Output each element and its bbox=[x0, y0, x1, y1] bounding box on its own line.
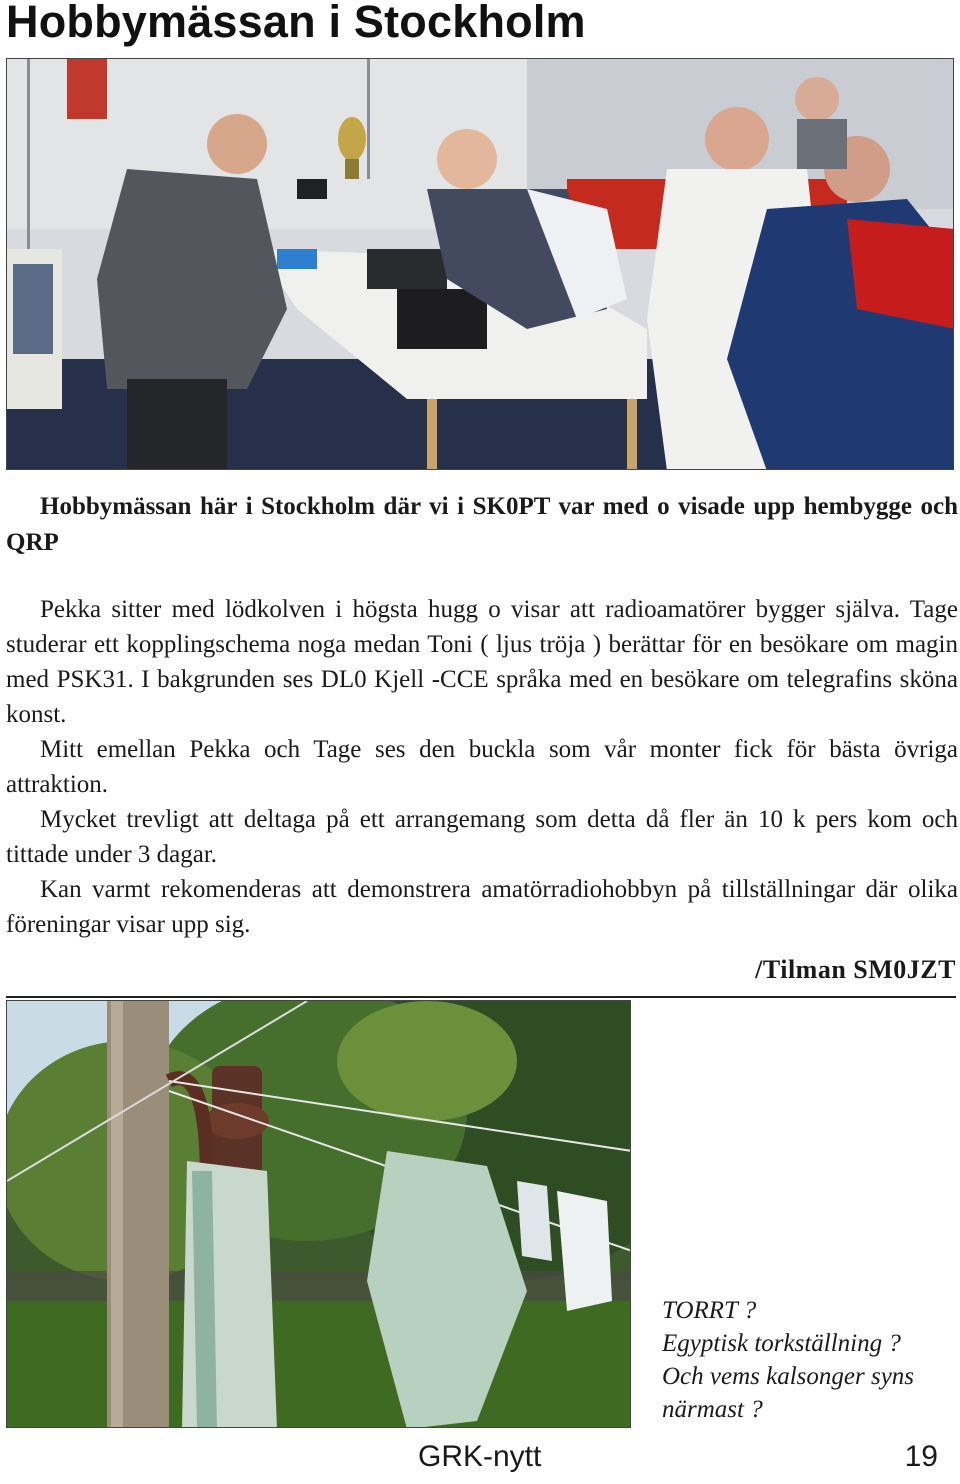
caption-line: närmast ? bbox=[662, 1396, 763, 1423]
author-signature: /Tilman SM0JZT bbox=[755, 955, 956, 984]
paragraph: Kan varmt rekomenderas att demonstrera amatörradiohobbyn på tillställningar där olika föreningar visar upp sig. bbox=[6, 876, 958, 938]
paragraph: Mitt emellan Pekka och Tage ses den buckla som vår monter fick för bästa övriga attraktion. bbox=[6, 736, 958, 798]
paragraph: Pekka sitter med lödkolven i högsta hugg o visar att radioamatörer bygger själva. Tage studerar ett kopplingschema noga medan Toni ( ljus tröja ) berättar för en besökare om magin med PSK31. I bakgrunden ses DL0 Kjell -CCE språka med en besökare om telegrafins sköna konst. bbox=[6, 596, 958, 728]
paragraph: Mycket trevligt att deltaga på ett arrangemang som detta då fler än 10 k pers kom och tittade under 3 dagar. bbox=[6, 806, 958, 868]
article-lead: Hobbymässan här i Stockholm där vi i SK0PT var med o visade upp hembygge och QRP bbox=[6, 493, 958, 556]
caption-line: Och vems kalsonger syns bbox=[662, 1363, 915, 1390]
page-number: 19 bbox=[904, 1440, 938, 1473]
exhibition-photo bbox=[6, 58, 954, 470]
caption-line: TORRT ? bbox=[662, 1297, 757, 1324]
publication-name: GRK-nytt bbox=[418, 1440, 542, 1473]
article-body bbox=[6, 592, 958, 942]
caption-line: Egyptisk torkställning ? bbox=[662, 1330, 901, 1357]
divider bbox=[6, 996, 956, 998]
clothesline-photo bbox=[6, 1000, 631, 1428]
page-title: Hobbymässan i Stockholm bbox=[6, 0, 586, 47]
photo-caption bbox=[662, 1294, 958, 1426]
